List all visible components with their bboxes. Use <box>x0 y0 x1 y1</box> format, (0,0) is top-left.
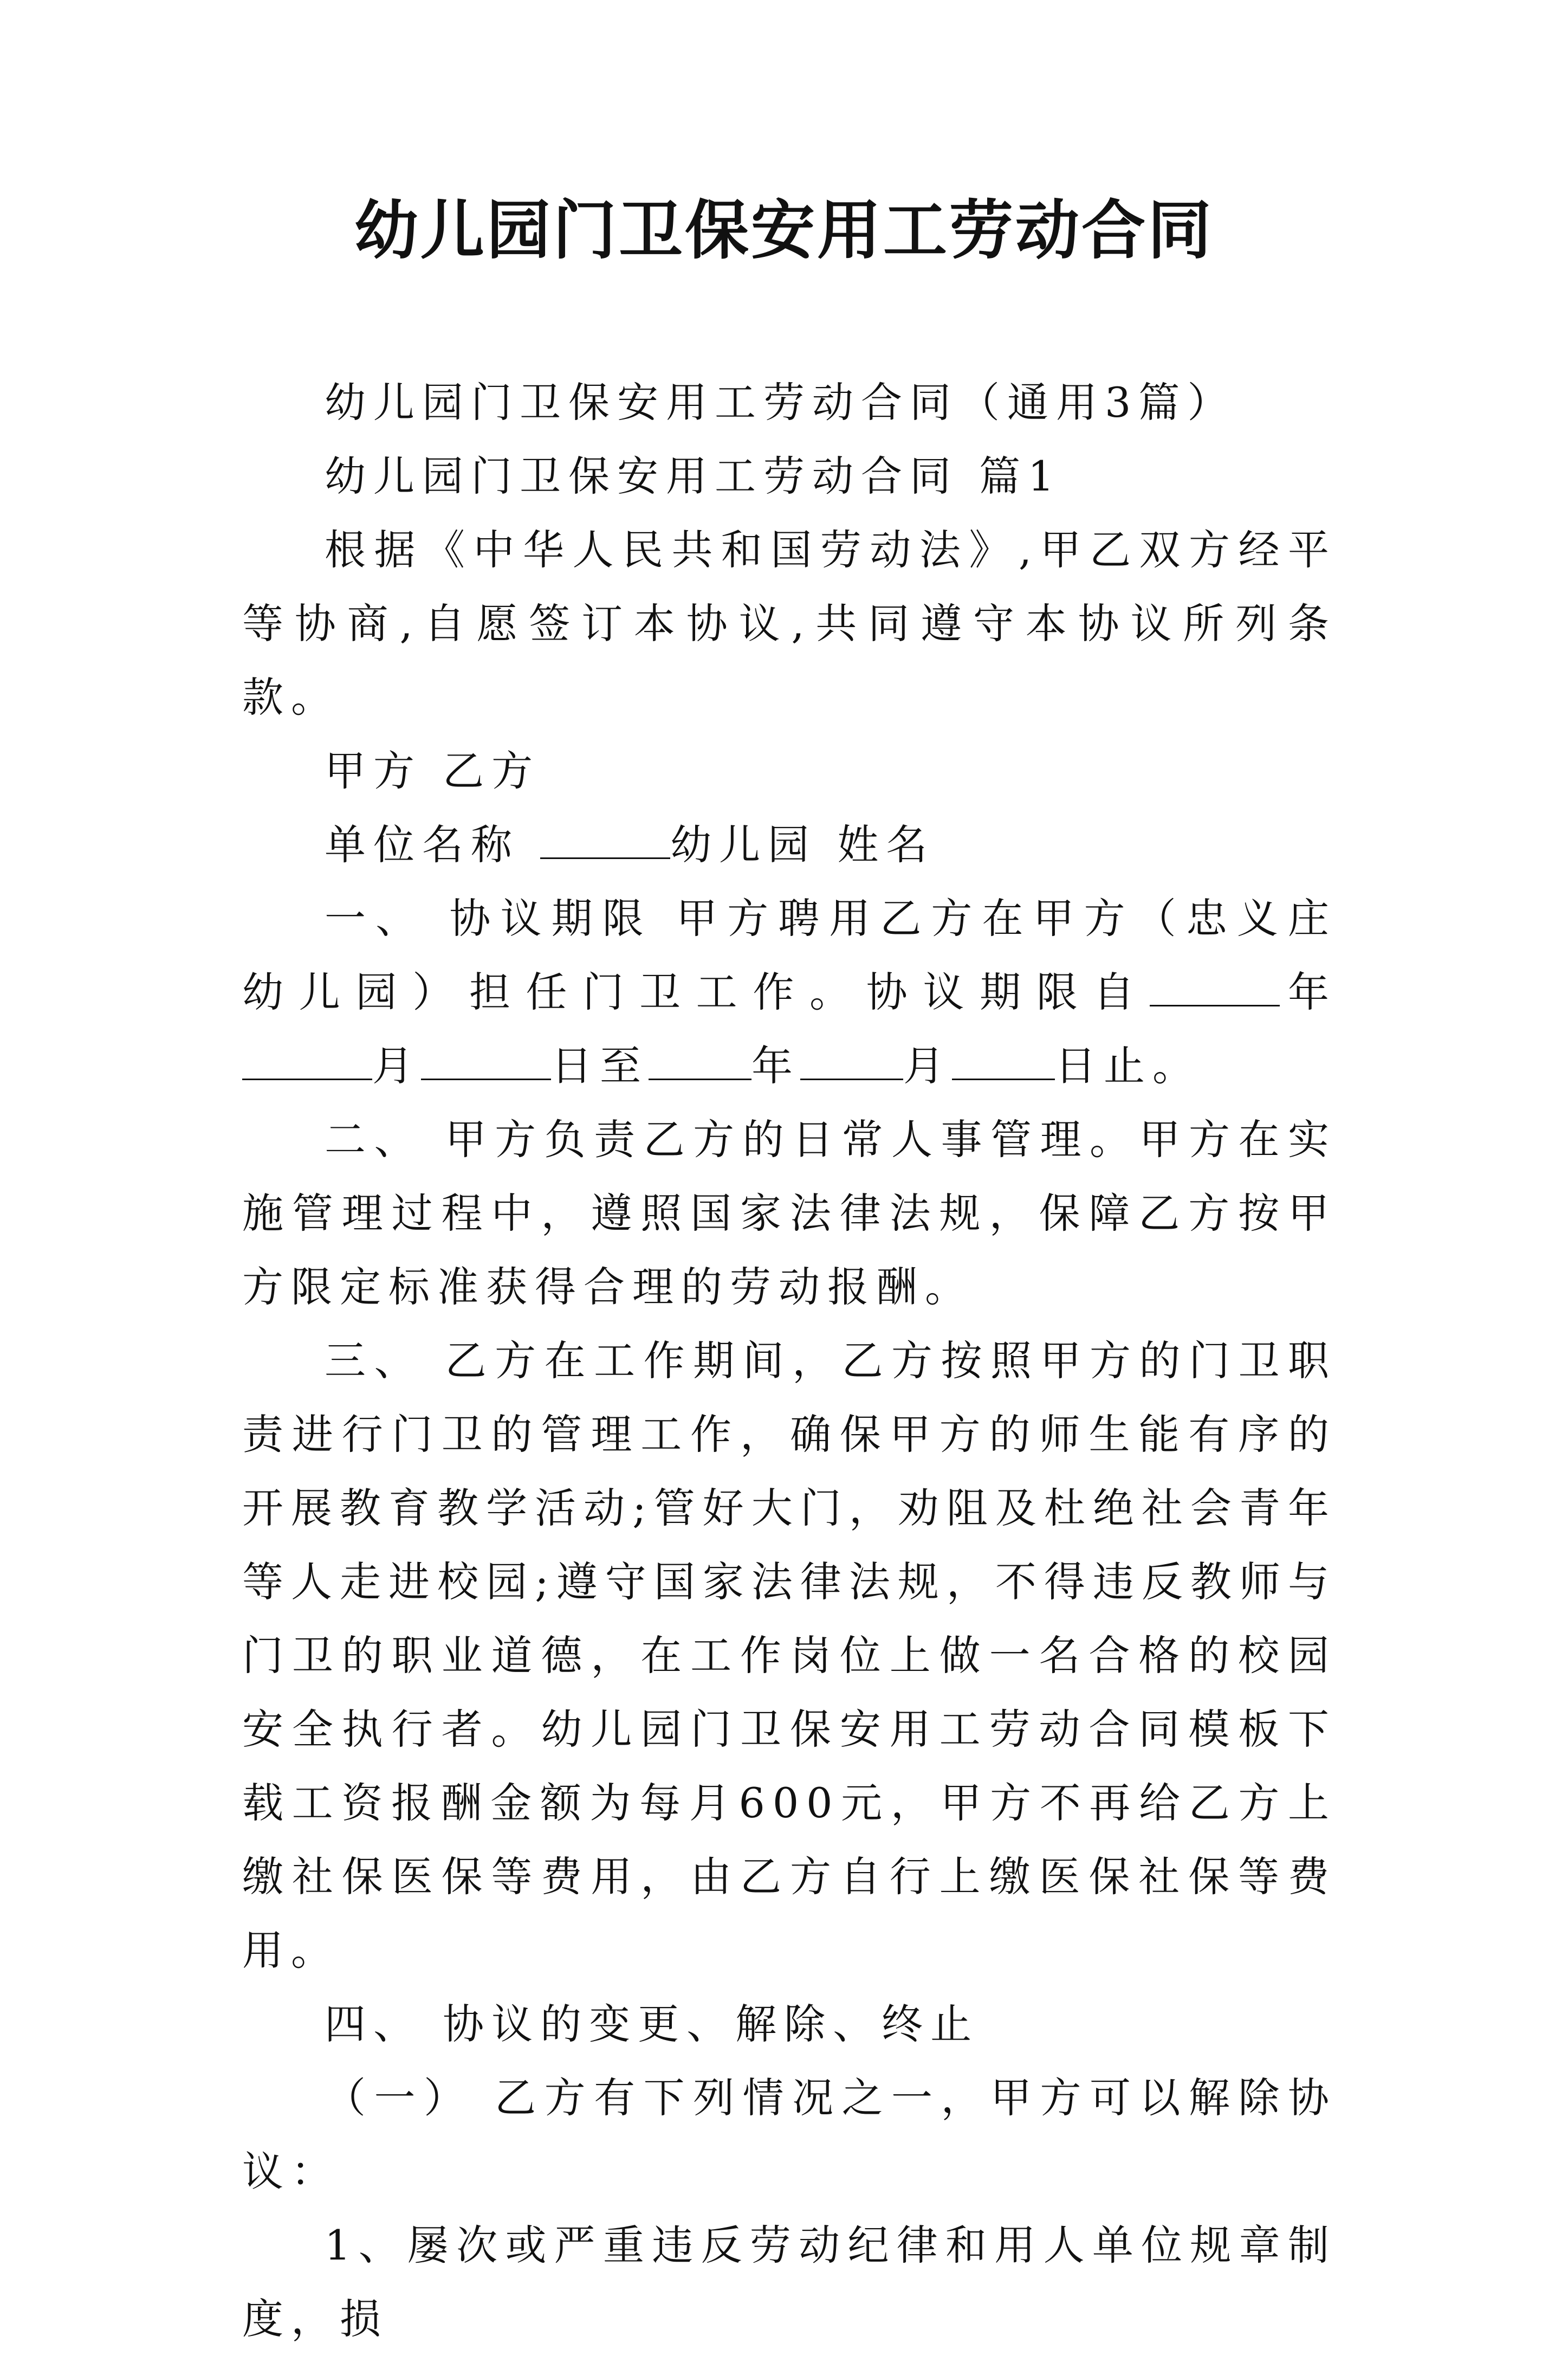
paragraph-subtitle: 幼儿园门卫保安用工劳动合同（通用3篇） <box>325 378 1236 427</box>
paragraph-preamble: 根据《中华人民共和国劳动法》,甲乙双方经平等协商,自愿签订本协议,共同遵守本协议所列条款。 <box>242 526 1337 721</box>
start-day-blank <box>421 1043 551 1080</box>
unit-name-label: 单位名称 <box>325 821 541 869</box>
start-month-blank <box>242 1043 372 1080</box>
unit-name-blank <box>540 822 670 859</box>
start-year-blank <box>1150 969 1280 1006</box>
paragraph-unit-name <box>242 808 1337 882</box>
document-title: 幼儿园门卫保安用工劳动合同 <box>354 192 1214 268</box>
term-text: 一、 协议期限 甲方聘用乙方在甲方（忠义庄幼儿园）担任门卫工作。协议期限自 <box>242 894 1337 1016</box>
paragraph-clause-2: 二、 甲方负责乙方的日常人事管理。甲方在实施管理过程中，遵照国家法律法规，保障乙方按甲方限定标准获得合理的劳动报酬。 <box>242 1115 1337 1311</box>
paragraph-clause-4-1: （一） 乙方有下列情况之一，甲方可以解除协议： <box>242 2074 1337 2196</box>
end-year-blank <box>649 1043 751 1080</box>
end-month-label: 月 <box>903 1042 952 1090</box>
paragraph-clause-4-1-item-1: 1、屡次或严重违反劳动纪律和用人单位规章制度，损 <box>242 2221 1337 2343</box>
paragraph-clause-3: 三、 乙方在工作期间，乙方按照甲方的门卫职责进行门卫的管理工作，确保甲方的师生能有序的开展教育教学活动;管好大门，劝阻及杜绝社会青年等人走进校园;遵守国家法律法规，不得违反教师与门卫的职业道德，在工作岗位上做一名合格的校园安全执行者。幼儿园门卫保安用工劳动合同模板下载工资报酬金额为每月600元，甲方不再给乙方上缴社保医保等费用，由乙方自行上缴医保社保等费用。 <box>242 1337 1337 1974</box>
end-year-label: 年 <box>751 1042 800 1090</box>
end-month-blank <box>800 1043 903 1080</box>
document-body <box>242 366 1337 2356</box>
start-day-label: 日至 <box>551 1042 649 1090</box>
paragraph-parties: 甲方 乙方 <box>325 747 541 795</box>
start-month-label: 月 <box>372 1042 421 1090</box>
end-day-blank <box>952 1043 1055 1080</box>
unit-name-suffix: 幼儿园 姓名 <box>670 821 935 869</box>
paragraph-clause-4: 四、 协议的变更、解除、终止 <box>325 2000 980 2048</box>
end-day-label: 日止。 <box>1055 1042 1201 1090</box>
start-year-label: 年 <box>1280 968 1337 1016</box>
paragraph-term <box>242 882 1337 1103</box>
paragraph-section-heading: 幼儿园门卫保安用工劳动合同 篇1 <box>325 452 1062 500</box>
